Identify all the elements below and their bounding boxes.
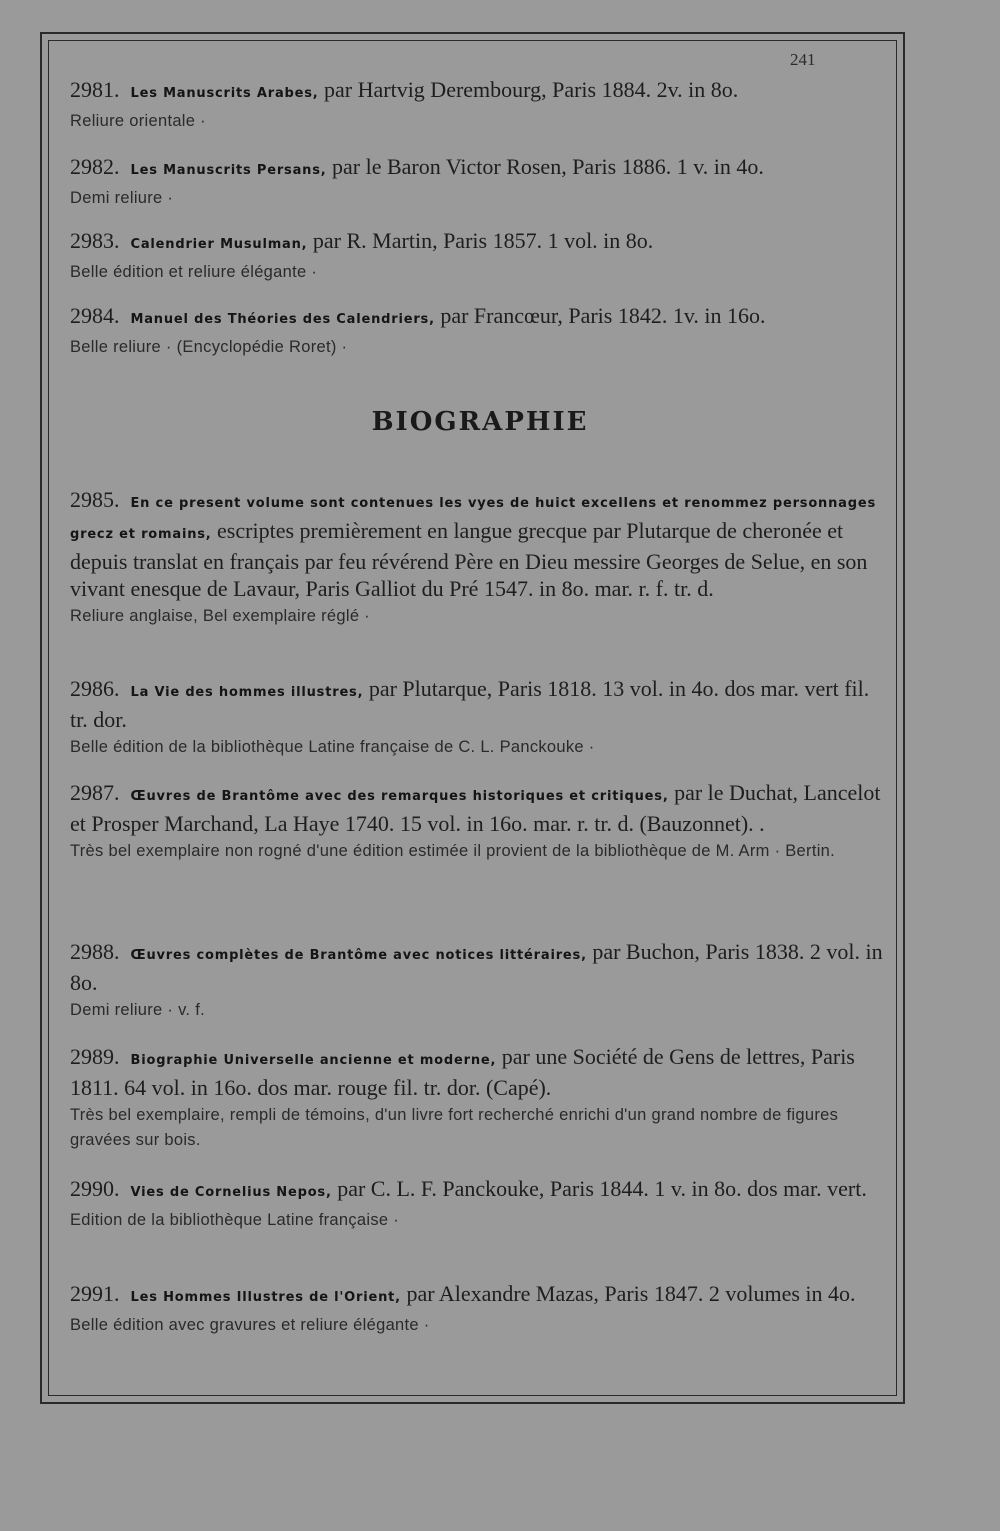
- entry-number: 2982.: [70, 154, 120, 179]
- entry-title: Calendrier Musulman,: [130, 237, 308, 252]
- entry-note: Reliure orientale ·: [70, 112, 206, 130]
- entry-note: Demi reliure ·: [70, 189, 174, 207]
- entry-number: 2988.: [70, 939, 120, 964]
- entry-title: Les Hommes Illustres de l'Orient,: [130, 1290, 401, 1305]
- entry-number: 2987.: [70, 780, 120, 805]
- entry-note: Belle reliure · (Encyclopédie Roret) ·: [70, 338, 348, 356]
- catalog-entry-2984: [70, 302, 890, 360]
- entry-text: escriptes premièrement en langue grecque par Plutarque de cheronée et depuis translat en français par feu révérend Père en Dieu messire Georges de Selue, en son vivant enesque de Lavaur, Paris Galliot du Pré 1547. in 8o. mar. r. f. tr. d.: [70, 518, 868, 601]
- entry-note: Reliure anglaise, Bel exemplaire réglé ·: [70, 607, 370, 625]
- entry-title: Biographie Universelle ancienne et moderne,: [130, 1053, 497, 1068]
- catalog-entry-2988: [70, 938, 890, 1023]
- entry-text: par C. L. F. Panckouke, Paris 1844. 1 v. in 8o. dos mar. vert.: [337, 1176, 867, 1201]
- entry-text: par Hartvig Derembourg, Paris 1884. 2v. in 8o.: [324, 77, 739, 102]
- entry-number: 2991.: [70, 1281, 120, 1306]
- entry-note: Très bel exemplaire, rempli de témoins, d'un livre fort recherché enrichi d'un grand nombre de figures gravées sur bois.: [70, 1106, 839, 1149]
- entry-note: Belle édition avec gravures et reliure élégante ·: [70, 1316, 430, 1334]
- entry-text: par le Duchat, Lancelot et Prosper Marchand, La Haye 1740. 15 vol. in 16o. mar. r. tr. d. (Bauzonnet). .: [70, 780, 881, 836]
- entry-number: 2985.: [70, 487, 120, 512]
- entry-note: Très bel exemplaire non rogné d'une édition estimée il provient de la bibliothèque de M. Arm · Bertin.: [70, 842, 836, 860]
- catalog-entry-2989: [70, 1043, 890, 1153]
- entry-text: par R. Martin, Paris 1857. 1 vol. in 8o.: [312, 228, 654, 253]
- entry-text: par Francœur, Paris 1842. 1v. in 16o.: [440, 303, 766, 328]
- entry-text: par Buchon, Paris 1838. 2 vol. in 8o.: [70, 939, 883, 995]
- catalog-entry-2990: [70, 1175, 890, 1233]
- catalog-entry-2985: [70, 486, 890, 629]
- entry-number: 2983.: [70, 228, 120, 253]
- catalog-entry-2987: [70, 779, 890, 864]
- catalog-entry-2983: [70, 227, 890, 285]
- section-heading: BIOGRAPHIE: [371, 407, 589, 437]
- entry-note: Belle édition de la bibliothèque Latine française de C. L. Panckouke ·: [70, 738, 595, 756]
- entry-text: par Alexandre Mazas, Paris 1847. 2 volumes in 4o.: [406, 1281, 856, 1306]
- entry-note: Demi reliure · v. f.: [70, 1001, 205, 1019]
- entry-number: 2990.: [70, 1176, 120, 1201]
- entry-title: Œuvres de Brantôme avec des remarques historiques et critiques,: [130, 789, 669, 804]
- page-number: 241: [790, 50, 816, 69]
- entry-text: par le Baron Victor Rosen, Paris 1886. 1 v. in 4o.: [331, 154, 764, 179]
- entry-text: par une Société de Gens de lettres, Paris 1811. 64 vol. in 16o. dos mar. rouge fil. tr. dor. (Capé).: [70, 1044, 855, 1100]
- entry-note: Edition de la bibliothèque Latine française ·: [70, 1211, 400, 1229]
- entry-title: Œuvres complètes de Brantôme avec notices littéraires,: [130, 948, 587, 963]
- entry-number: 2981.: [70, 77, 120, 102]
- catalog-entry-2991: [70, 1280, 890, 1338]
- entry-number: 2989.: [70, 1044, 120, 1069]
- catalog-entry-2986: [70, 675, 890, 760]
- entry-number: 2986.: [70, 676, 120, 701]
- entry-title: Vies de Cornelius Nepos,: [130, 1185, 332, 1200]
- entry-title: Les Manuscrits Persans,: [130, 163, 327, 178]
- catalog-entry-2981: [70, 76, 890, 134]
- entry-note: Belle édition et reliure élégante ·: [70, 263, 318, 281]
- catalog-entry-2982: [70, 153, 890, 211]
- entry-title: La Vie des hommes illustres,: [130, 685, 364, 700]
- entry-title: Manuel des Théories des Calendriers,: [130, 312, 435, 327]
- entry-text: par Plutarque, Paris 1818. 13 vol. in 4o. dos mar. vert fil. tr. dor.: [70, 676, 870, 732]
- entry-number: 2984.: [70, 303, 120, 328]
- entry-title: En ce present volume sont contenues les vyes de huict excellens et renommez personnages grecz et romains,: [70, 496, 876, 542]
- entry-title: Les Manuscrits Arabes,: [130, 86, 319, 101]
